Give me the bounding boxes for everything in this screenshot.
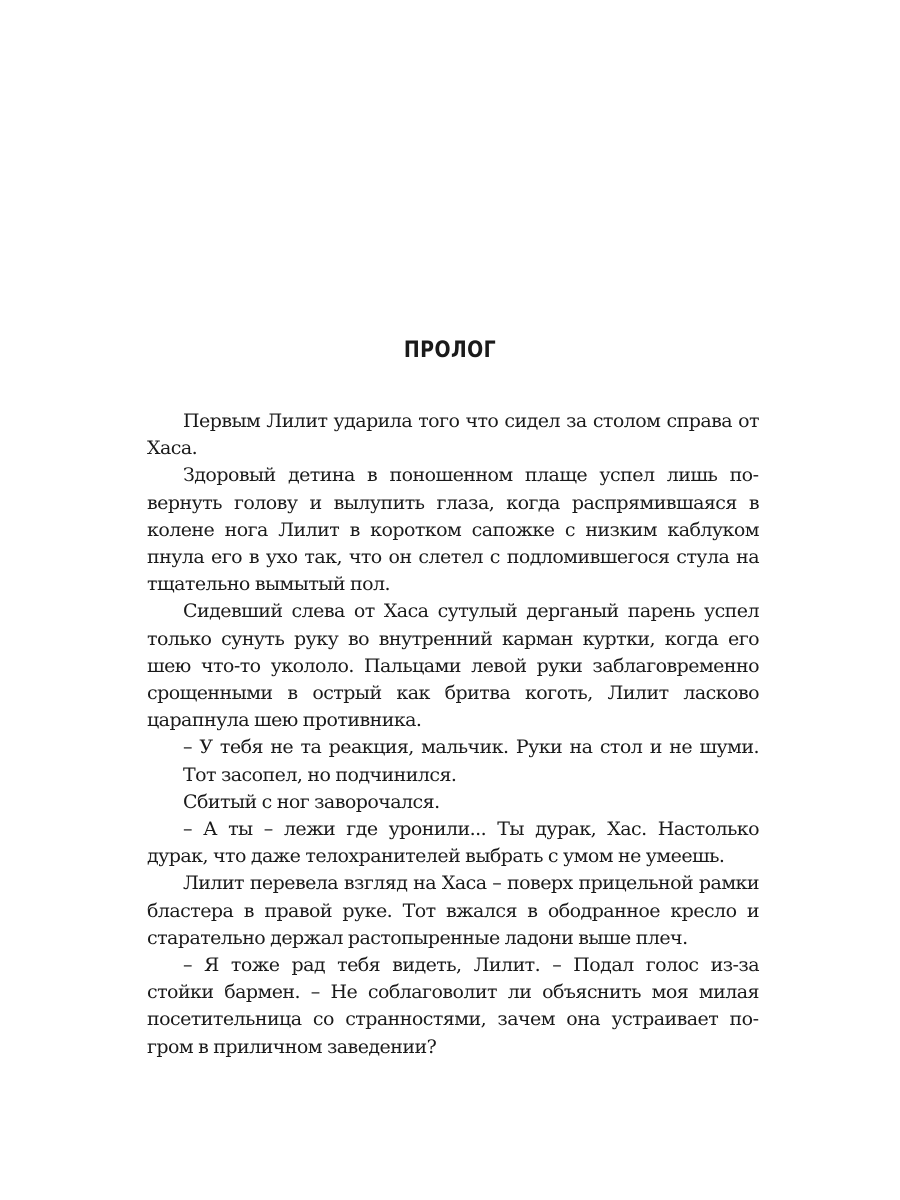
paragraph: Тот засопел, но подчинился. — [183, 763, 457, 786]
paragraph: Лилит перевела взгляд на Хаса – поверх прицельной рамки бластера в правой руке. Тот вжался в ободранное кресло и старательно держал растопыренные ладони выше плеч. — [147, 872, 759, 949]
chapter-title: ПРОЛОГ — [403, 338, 497, 363]
paragraph: – Я тоже рад тебя видеть, Лилит. – Подал голос из-за стойки бармен. – Не соблаговолит ли объяснить моя милая посетительница со странностями, зачем она устраивает погром в приличном заведении? — [147, 954, 759, 1058]
paragraph: Первым Лилит ударила того что сидел за столом справа от Хаса. — [147, 410, 759, 460]
paragraph: Сидевший слева от Хаса сутулый дерганый парень успел только сунуть руку во внутренний карман куртки, когда его шею что-то укололо. Пальцами левой руки заблаговременно срощенными в острый как бритва коготь, Лилит ласково царапнула шею противника. — [147, 600, 759, 732]
paragraph: – У тебя не та реакция, мальчик. Руки на стол и не шуми. — [183, 736, 759, 759]
paragraph: Здоровый детина в поношенном плаще успел лишь повернуть голову и вылупить глаза, когда распрямившаяся в колене нога Лилит в коротком сапожке с низким каблуком пнула его в ухо так, что он слетел с подломившегося стула на тщательно вымытый пол. — [147, 464, 759, 596]
paragraph: Сбитый с ног заворочался. — [183, 790, 440, 813]
body-text — [147, 408, 759, 1061]
paragraph: – А ты – лежи где уронили... Ты дурак, Хас. Настолько дурак, что даже телохранителей выбрать с умом не умеешь. — [147, 818, 759, 868]
